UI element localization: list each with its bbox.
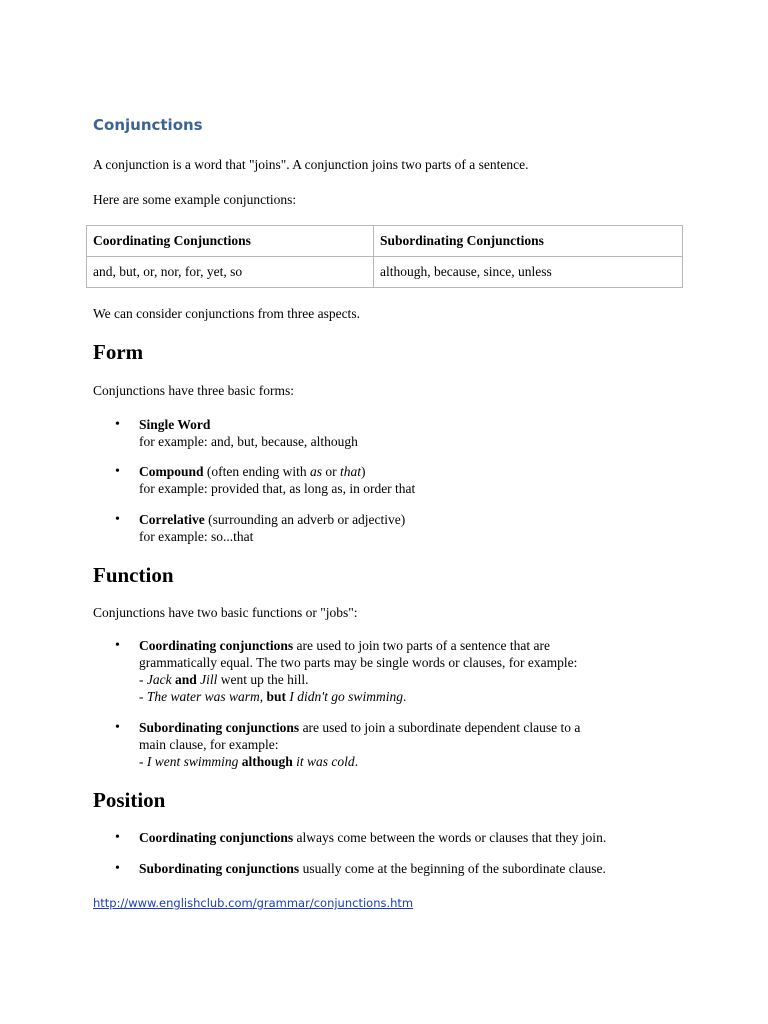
example-conjunction: but [266, 689, 287, 704]
table-row [87, 257, 683, 288]
table-header-cell: Coordinating Conjunctions [87, 226, 374, 257]
form-heading: Form [93, 340, 144, 364]
example-text: . [402, 689, 407, 704]
aspects-paragraph: We can consider conjunctions from three aspects. [93, 306, 360, 321]
term: Subordinating conjunctions [139, 720, 300, 735]
source-link[interactable]: http://www.englishclub.com/grammar/conjunctions.htm [93, 896, 414, 910]
note-text: or [322, 464, 341, 479]
example-dash: - [139, 754, 147, 769]
table-header-row [87, 226, 683, 257]
bullet-icon: • [115, 417, 120, 432]
conjunctions-table [86, 225, 683, 288]
function-intro: Conjunctions have two basic functions or "jobs": [93, 605, 358, 620]
term: Compound [139, 464, 204, 479]
form-intro: Conjunctions have three basic forms: [93, 383, 294, 398]
intro-paragraph-1: A conjunction is a word that "joins". A conjunction joins two parts of a sentence. [93, 157, 529, 172]
list-item-single-word [139, 416, 358, 450]
list-item-position-subordinating [139, 860, 606, 877]
bullet-icon: • [115, 861, 120, 876]
list-item-coordinating-function [139, 637, 577, 705]
description-text: main clause, for example: [139, 737, 279, 752]
term: Subordinating conjunctions [139, 861, 300, 876]
example-dash: - [139, 672, 147, 687]
example-italic: I went swimming [146, 754, 239, 769]
position-heading: Position [93, 788, 166, 812]
example-dash: - [139, 689, 147, 704]
example-text: for example: provided that, as long as, in order that [139, 481, 416, 496]
description-text: grammatically equal. The two parts may be single words or clauses, for example: [139, 655, 578, 670]
term: Correlative [139, 512, 205, 527]
function-heading: Function [93, 563, 174, 587]
list-item-subordinating-function [139, 719, 580, 770]
description-text: always come between the words or clauses that they join. [293, 830, 607, 845]
list-item-position-coordinating [139, 829, 606, 846]
example-text: for example: and, but, because, although [139, 434, 358, 449]
example-italic: Jill [200, 672, 218, 687]
example-italic: it was cold [296, 754, 355, 769]
example-italic: The water was warm [146, 689, 260, 704]
note-text: (surrounding an adverb or adjective) [204, 512, 406, 527]
description-text: are used to join two parts of a sentence that are [293, 638, 550, 653]
table-cell: and, but, or, nor, for, yet, so [87, 257, 374, 288]
example-text: , [259, 689, 267, 704]
intro-paragraph-2: Here are some example conjunctions: [93, 192, 297, 207]
list-item-compound [139, 463, 415, 497]
example-text: for example: so...that [139, 529, 254, 544]
example-text: went up the hill. [217, 672, 309, 687]
note-text: (often ending with [203, 464, 311, 479]
example-italic: Jack [146, 672, 172, 687]
note-italic: that [340, 464, 362, 479]
page-title: Conjunctions [93, 116, 203, 134]
note-text: ) [361, 464, 366, 479]
example-text: . [354, 754, 359, 769]
term: Coordinating conjunctions [139, 830, 294, 845]
example-italic: I didn't go swimming [289, 689, 403, 704]
term: Coordinating conjunctions [139, 638, 294, 653]
bullet-icon: • [115, 638, 120, 653]
example-conjunction: although [241, 754, 293, 769]
example-conjunction: and [174, 672, 197, 687]
note-italic: as [310, 464, 323, 479]
table-header-cell: Subordinating Conjunctions [374, 226, 683, 257]
bullet-icon: • [115, 512, 120, 527]
bullet-icon: • [115, 720, 120, 735]
bullet-icon: • [115, 464, 120, 479]
term: Single Word [139, 417, 211, 432]
description-text: usually come at the beginning of the subordinate clause. [299, 861, 606, 876]
table-cell: although, because, since, unless [374, 257, 683, 288]
description-text: are used to join a subordinate dependent clause to a [299, 720, 581, 735]
bullet-icon: • [115, 830, 120, 845]
list-item-correlative [139, 511, 405, 545]
